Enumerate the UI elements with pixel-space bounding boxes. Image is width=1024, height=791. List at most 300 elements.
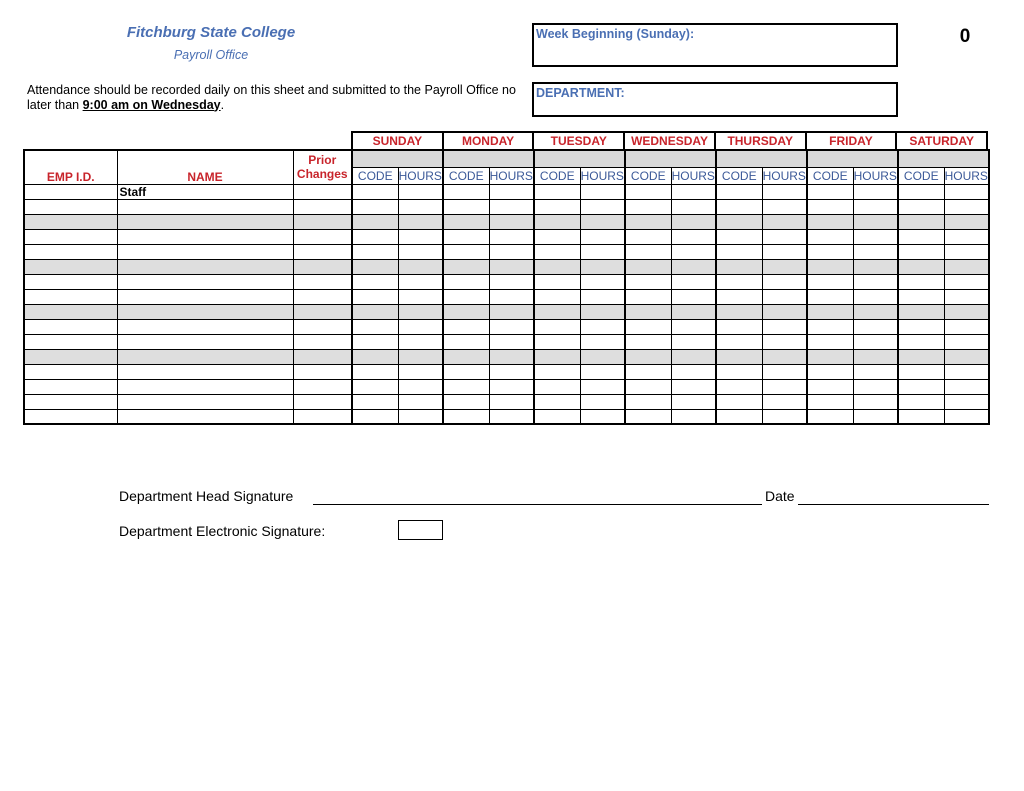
code-cell[interactable] [443,334,489,349]
name-cell[interactable]: Staff [117,184,293,199]
code-cell[interactable] [898,394,944,409]
hours-cell[interactable] [398,214,443,229]
prior-changes-cell[interactable] [293,394,352,409]
code-cell[interactable] [898,259,944,274]
emp-id-cell[interactable] [24,184,117,199]
name-cell[interactable] [117,334,293,349]
table-row [24,379,989,394]
hours-cell[interactable] [580,229,625,244]
hours-cell[interactable] [671,304,716,319]
hours-cell[interactable] [580,289,625,304]
hours-cell[interactable] [944,289,989,304]
name-cell[interactable] [117,259,293,274]
prior-changes-cell[interactable] [293,229,352,244]
hours-cell[interactable] [762,199,807,214]
code-cell[interactable] [716,364,762,379]
code-cell[interactable] [534,184,580,199]
code-cell[interactable] [352,394,398,409]
code-cell[interactable] [716,304,762,319]
emp-id-cell[interactable] [24,229,117,244]
code-cell[interactable] [898,229,944,244]
code-cell[interactable] [352,199,398,214]
hours-cell[interactable] [853,334,898,349]
hours-cell[interactable] [944,409,989,424]
hours-cell[interactable] [489,349,534,364]
code-cell[interactable] [352,184,398,199]
code-cell[interactable] [534,199,580,214]
hours-cell[interactable] [580,199,625,214]
code-cell[interactable] [807,199,853,214]
emp-id-cell[interactable] [24,394,117,409]
code-cell[interactable] [898,184,944,199]
hours-cell[interactable] [580,334,625,349]
code-cell[interactable] [534,229,580,244]
hours-cell[interactable] [489,334,534,349]
code-cell[interactable] [352,214,398,229]
hours-cell[interactable] [853,259,898,274]
code-cell[interactable] [898,244,944,259]
hours-cell[interactable] [489,229,534,244]
name-cell[interactable] [117,289,293,304]
code-cell[interactable] [534,409,580,424]
hours-cell[interactable] [398,184,443,199]
hours-cell[interactable] [671,334,716,349]
hours-cell[interactable] [489,214,534,229]
hours-cell[interactable] [762,349,807,364]
hours-cell[interactable] [762,334,807,349]
date-line[interactable] [798,504,989,505]
name-cell[interactable] [117,409,293,424]
name-cell[interactable] [117,394,293,409]
code-cell[interactable] [898,319,944,334]
code-cell[interactable] [807,319,853,334]
table-row [24,334,989,349]
hours-cell[interactable] [489,199,534,214]
code-cell[interactable] [534,289,580,304]
hours-cell[interactable] [580,364,625,379]
hours-cell[interactable] [853,184,898,199]
hours-cell[interactable] [762,319,807,334]
hours-cell[interactable] [671,274,716,289]
name-cell[interactable] [117,379,293,394]
hours-cell[interactable] [398,364,443,379]
code-cell[interactable] [534,379,580,394]
hours-cell[interactable] [853,289,898,304]
code-cell[interactable] [534,319,580,334]
emp-id-cell[interactable] [24,334,117,349]
hours-cell[interactable] [398,244,443,259]
code-cell[interactable] [807,214,853,229]
code-cell[interactable] [807,184,853,199]
hours-cell[interactable] [853,244,898,259]
hours-cell[interactable] [853,304,898,319]
hours-cell[interactable] [944,379,989,394]
code-cell[interactable] [443,379,489,394]
hours-cell[interactable] [944,349,989,364]
hours-cell[interactable] [398,409,443,424]
code-cell[interactable] [443,394,489,409]
emp-id-cell[interactable] [24,214,117,229]
code-cell[interactable] [443,319,489,334]
code-cell[interactable] [443,184,489,199]
code-cell[interactable] [352,349,398,364]
code-header: CODE [352,167,398,184]
hours-cell[interactable] [671,259,716,274]
hours-cell[interactable] [762,229,807,244]
code-cell[interactable] [716,184,762,199]
hours-cell[interactable] [398,349,443,364]
hours-cell[interactable] [580,304,625,319]
hours-cell[interactable] [762,259,807,274]
hours-cell[interactable] [671,214,716,229]
code-cell[interactable] [807,349,853,364]
emp-id-cell[interactable] [24,319,117,334]
code-cell[interactable] [898,199,944,214]
hours-cell[interactable] [580,379,625,394]
code-cell[interactable] [716,334,762,349]
emp-id-cell[interactable] [24,364,117,379]
hours-cell[interactable] [762,364,807,379]
hours-cell[interactable] [671,289,716,304]
hours-cell[interactable] [580,319,625,334]
code-cell[interactable] [534,364,580,379]
code-cell[interactable] [716,274,762,289]
hours-cell[interactable] [489,319,534,334]
day-shade-4 [716,150,807,167]
hours-cell[interactable] [489,379,534,394]
day-header-0: SUNDAY [372,134,423,148]
hours-cell[interactable] [489,364,534,379]
name-cell[interactable] [117,319,293,334]
hours-cell[interactable] [671,199,716,214]
code-cell[interactable] [443,229,489,244]
hours-cell[interactable] [944,259,989,274]
hours-cell[interactable] [762,274,807,289]
department-head-signature-line[interactable] [313,504,762,505]
hours-cell[interactable] [671,364,716,379]
code-cell[interactable] [352,259,398,274]
hours-cell[interactable] [853,319,898,334]
code-cell[interactable] [625,364,671,379]
electronic-signature-box[interactable] [398,520,443,540]
code-cell[interactable] [352,289,398,304]
code-cell[interactable] [807,274,853,289]
hours-cell[interactable] [398,304,443,319]
code-cell[interactable] [898,214,944,229]
emp-id-cell[interactable] [24,349,117,364]
hours-cell[interactable] [762,304,807,319]
code-cell[interactable] [534,334,580,349]
hours-header: HOURS [489,168,533,183]
code-cell[interactable] [443,214,489,229]
emp-id-cell[interactable] [24,259,117,274]
hours-cell[interactable] [580,184,625,199]
code-cell[interactable] [898,379,944,394]
hours-cell[interactable] [489,409,534,424]
code-cell[interactable] [716,409,762,424]
hours-cell[interactable] [398,259,443,274]
code-cell[interactable] [716,244,762,259]
hours-cell[interactable] [489,244,534,259]
instructions-text: Attendance should be recorded daily on this sheet and submitted to the Payroll Office no later than [27,83,516,112]
code-cell[interactable] [625,244,671,259]
code-cell[interactable] [807,379,853,394]
hours-cell[interactable] [853,214,898,229]
code-cell[interactable] [716,349,762,364]
prior-changes-cell[interactable] [293,199,352,214]
code-cell[interactable] [443,199,489,214]
code-cell[interactable] [807,259,853,274]
emp-id-cell[interactable] [24,289,117,304]
code-cell[interactable] [443,349,489,364]
day-header-2: TUESDAY [532,133,623,149]
code-cell[interactable] [625,289,671,304]
hours-cell[interactable] [398,289,443,304]
hours-cell[interactable] [580,214,625,229]
hours-cell[interactable] [853,349,898,364]
table-row [24,394,989,409]
hours-cell[interactable] [944,364,989,379]
prior-changes-cell[interactable] [293,364,352,379]
table-row [24,244,989,259]
code-header: CODE [625,167,671,184]
hours-cell[interactable] [853,274,898,289]
code-cell[interactable] [898,364,944,379]
code-cell[interactable] [625,214,671,229]
hours-cell[interactable] [853,199,898,214]
electronic-signature-label: Department Electronic Signature: [119,523,326,539]
code-cell[interactable] [534,244,580,259]
name-cell[interactable] [117,229,293,244]
prior-changes-cell[interactable] [293,304,352,319]
code-cell[interactable] [898,334,944,349]
code-cell[interactable] [716,289,762,304]
code-cell[interactable] [625,349,671,364]
emp-id-cell[interactable] [24,199,117,214]
code-cell[interactable] [625,379,671,394]
code-cell[interactable] [898,289,944,304]
hours-cell[interactable] [489,304,534,319]
code-cell[interactable] [807,304,853,319]
hours-cell[interactable] [944,394,989,409]
code-cell[interactable] [716,319,762,334]
hours-cell[interactable] [944,334,989,349]
code-cell[interactable] [443,289,489,304]
hours-cell[interactable] [853,364,898,379]
code-cell[interactable] [625,304,671,319]
code-cell[interactable] [807,244,853,259]
hours-cell[interactable] [489,274,534,289]
hours-cell[interactable] [944,319,989,334]
code-cell[interactable] [625,409,671,424]
hours-cell[interactable] [944,199,989,214]
code-cell[interactable] [352,304,398,319]
hours-cell[interactable] [853,394,898,409]
prior-changes-cell[interactable] [293,274,352,289]
hours-cell[interactable] [580,394,625,409]
hours-cell[interactable] [580,349,625,364]
name-cell[interactable] [117,244,293,259]
prior-changes-cell[interactable] [293,334,352,349]
hours-cell[interactable] [398,274,443,289]
hours-cell[interactable] [398,199,443,214]
prior-changes-cell[interactable] [293,214,352,229]
emp-id-cell[interactable] [24,274,117,289]
code-cell[interactable] [625,334,671,349]
code-cell[interactable] [716,379,762,394]
emp-id-cell[interactable] [24,379,117,394]
table-row [24,184,989,199]
code-cell[interactable] [807,394,853,409]
hours-cell[interactable] [853,379,898,394]
hours-header: HOURS [398,168,442,183]
code-cell[interactable] [534,394,580,409]
hours-cell[interactable] [398,319,443,334]
hours-cell[interactable] [944,304,989,319]
emp-id-cell[interactable] [24,244,117,259]
day-shade-2 [534,150,625,167]
code-cell[interactable] [807,229,853,244]
day-header-1: MONDAY [442,133,533,149]
code-cell[interactable] [534,259,580,274]
code-cell[interactable] [898,274,944,289]
name-cell[interactable] [117,199,293,214]
code-cell[interactable] [625,184,671,199]
code-cell[interactable] [625,394,671,409]
code-cell[interactable] [443,274,489,289]
hours-cell[interactable] [398,229,443,244]
day-shade-3 [625,150,716,167]
code-cell[interactable] [352,379,398,394]
hours-cell[interactable] [762,394,807,409]
code-cell[interactable] [352,409,398,424]
prior-changes-cell[interactable] [293,244,352,259]
code-cell[interactable] [625,319,671,334]
code-cell[interactable] [898,409,944,424]
code-cell[interactable] [443,409,489,424]
hours-cell[interactable] [580,259,625,274]
hours-cell[interactable] [944,184,989,199]
name-cell[interactable] [117,274,293,289]
code-cell[interactable] [716,229,762,244]
code-cell[interactable] [352,364,398,379]
hours-cell[interactable] [580,409,625,424]
hours-cell[interactable] [944,214,989,229]
hours-cell[interactable] [853,409,898,424]
hours-cell[interactable] [580,274,625,289]
hours-cell[interactable] [489,184,534,199]
hours-cell[interactable] [671,244,716,259]
hours-cell[interactable] [671,319,716,334]
hours-cell[interactable] [489,259,534,274]
hours-cell[interactable] [762,289,807,304]
hours-cell[interactable] [944,229,989,244]
code-cell[interactable] [534,304,580,319]
hours-cell[interactable] [671,184,716,199]
code-cell[interactable] [807,289,853,304]
prior-changes-cell[interactable] [293,319,352,334]
code-cell[interactable] [534,214,580,229]
table-row [24,409,989,424]
code-cell[interactable] [807,334,853,349]
code-cell[interactable] [625,199,671,214]
week-beginning-field[interactable] [532,23,898,67]
code-cell[interactable] [807,409,853,424]
department-field[interactable] [532,82,898,117]
name-cell[interactable] [117,214,293,229]
hours-cell[interactable] [671,394,716,409]
hours-cell[interactable] [853,229,898,244]
prior-changes-header [293,150,352,184]
code-cell[interactable] [716,214,762,229]
code-cell[interactable] [716,259,762,274]
code-cell[interactable] [352,319,398,334]
code-cell[interactable] [534,349,580,364]
hours-cell[interactable] [398,394,443,409]
hours-cell[interactable] [762,409,807,424]
name-cell[interactable] [117,349,293,364]
hours-cell[interactable] [762,214,807,229]
name-cell[interactable] [117,304,293,319]
hours-cell[interactable] [671,229,716,244]
hours-cell[interactable] [398,334,443,349]
code-cell[interactable] [352,229,398,244]
hours-cell[interactable] [671,409,716,424]
prior-changes-cell[interactable] [293,289,352,304]
code-cell[interactable] [352,274,398,289]
code-cell[interactable] [352,334,398,349]
hours-cell[interactable] [944,274,989,289]
hours-cell[interactable] [580,244,625,259]
code-cell[interactable] [807,364,853,379]
code-cell[interactable] [443,244,489,259]
code-cell[interactable] [352,244,398,259]
prior-changes-cell[interactable] [293,349,352,364]
hours-cell[interactable] [762,184,807,199]
code-cell[interactable] [898,304,944,319]
code-cell[interactable] [443,364,489,379]
code-cell[interactable] [625,229,671,244]
emp-id-cell[interactable] [24,409,117,424]
code-cell[interactable] [716,394,762,409]
hours-cell[interactable] [398,379,443,394]
code-cell[interactable] [716,199,762,214]
code-cell[interactable] [443,259,489,274]
code-header: CODE [807,167,853,184]
hours-cell[interactable] [489,289,534,304]
code-cell[interactable] [443,304,489,319]
name-cell[interactable] [117,364,293,379]
code-cell[interactable] [625,259,671,274]
emp-id-cell[interactable] [24,304,117,319]
prior-changes-cell[interactable] [293,259,352,274]
code-cell[interactable] [534,274,580,289]
hours-cell[interactable] [944,244,989,259]
hours-header: HOURS [671,168,715,183]
prior-changes-cell[interactable] [293,379,352,394]
code-header: CODE [534,167,580,184]
hours-cell[interactable] [489,394,534,409]
hours-cell[interactable] [762,244,807,259]
prior-changes-cell[interactable] [293,184,352,199]
table-row [24,289,989,304]
code-cell[interactable] [898,349,944,364]
hours-cell[interactable] [671,379,716,394]
code-cell[interactable] [625,274,671,289]
prior-changes-cell[interactable] [293,409,352,424]
hours-cell[interactable] [671,349,716,364]
hours-cell[interactable] [762,379,807,394]
